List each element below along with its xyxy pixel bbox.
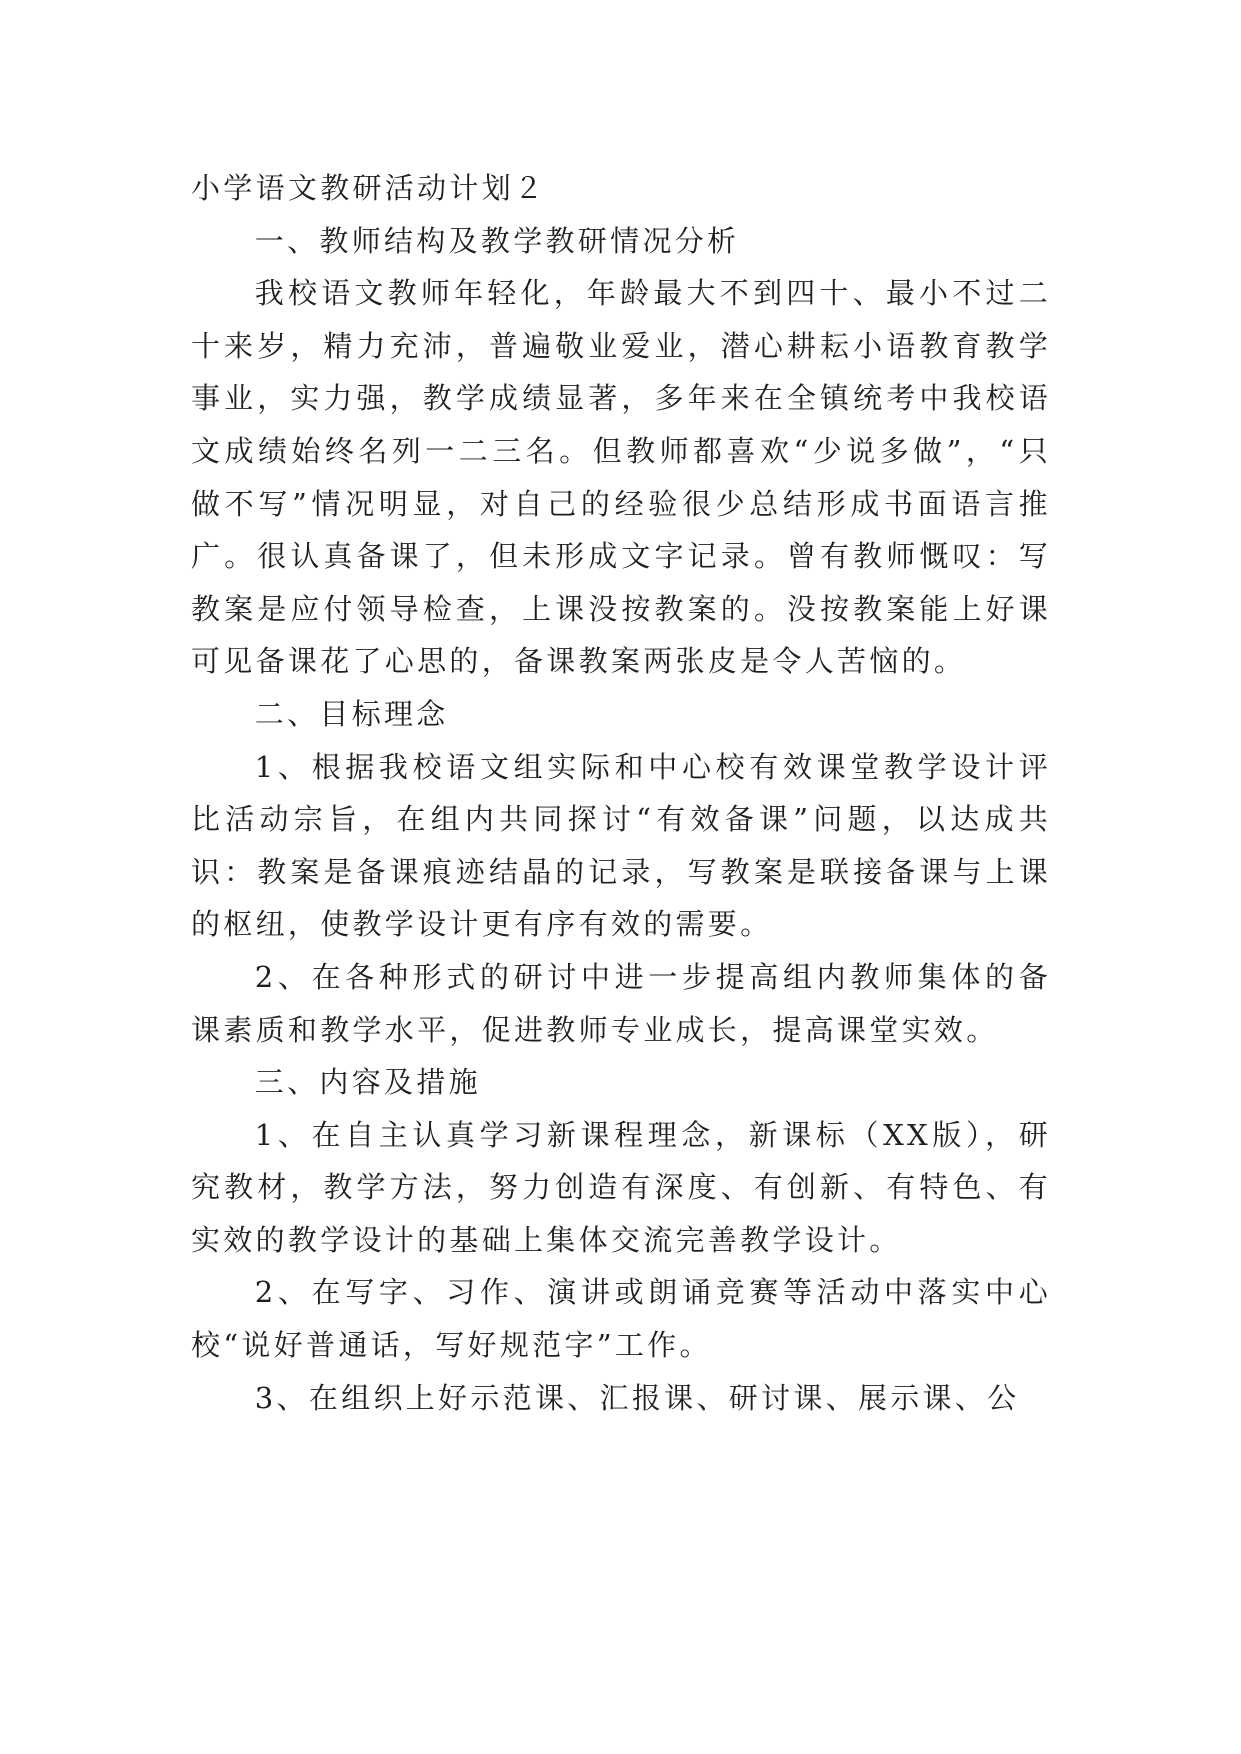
section-heading-3: 三、内容及措施 — [254, 1065, 481, 1100]
section-heading-2: 二、目标理念 — [254, 696, 449, 731]
paragraph-measure-1: 1、在自主认真学习新课程理念，新课标（XX版），研究教材，教学方法，努力创造有深度、有创新、有特色、有实效的教学设计的基础上集体交流完善教学设计。 — [191, 1117, 1051, 1257]
paragraph-goal-1: 1、根据我校语文组实际和中心校有效课堂教学设计评比活动宗旨，在组内共同探讨“有效备课”问题，以达成共识：教案是备课痕迹结晶的记录，写教案是联接备课与上课的枢纽，使教学设计更有序有效的需要。 — [191, 749, 1051, 942]
paragraph-measure-3: 3、在组织上好示范课、汇报课、研讨课、展示课、公 — [254, 1380, 1020, 1415]
paragraph-teacher-analysis: 我校语文教师年轻化，年龄最大不到四十、最小不过二十来岁，精力充沛，普遍敬业爱业，潜心耕耘小语教育教学事业，实力强，教学成绩显著，多年来在全镇统考中我校语文成绩始终名列一二三名。但教师都喜欢“少说多做”，“只做不写”情况明显，对自己的经验很少总结形成书面语言推广。很认真备课了，但未形成文字记录。曾有教师慨叹：写教案是应付领导检查，上课没按教案的。没按教案能上好课可见备课花了心思的，备课教案两张皮是令人苦恼的。 — [191, 276, 1051, 679]
paragraph-measure-2: 2、在写字、习作、演讲或朗诵竞赛等活动中落实中心校“说好普通话，写好规范字”工作。 — [191, 1275, 1051, 1363]
paragraph-goal-2: 2、在各种形式的研讨中进一步提高组内教师集体的备课素质和教学水平，促进教师专业成长，提高课堂实效。 — [191, 959, 1051, 1047]
document-title: 小学语文教研活动计划２ — [191, 171, 547, 205]
section-heading-1: 一、教师结构及教学教研情况分析 — [254, 223, 740, 258]
document-body — [191, 162, 1051, 1424]
